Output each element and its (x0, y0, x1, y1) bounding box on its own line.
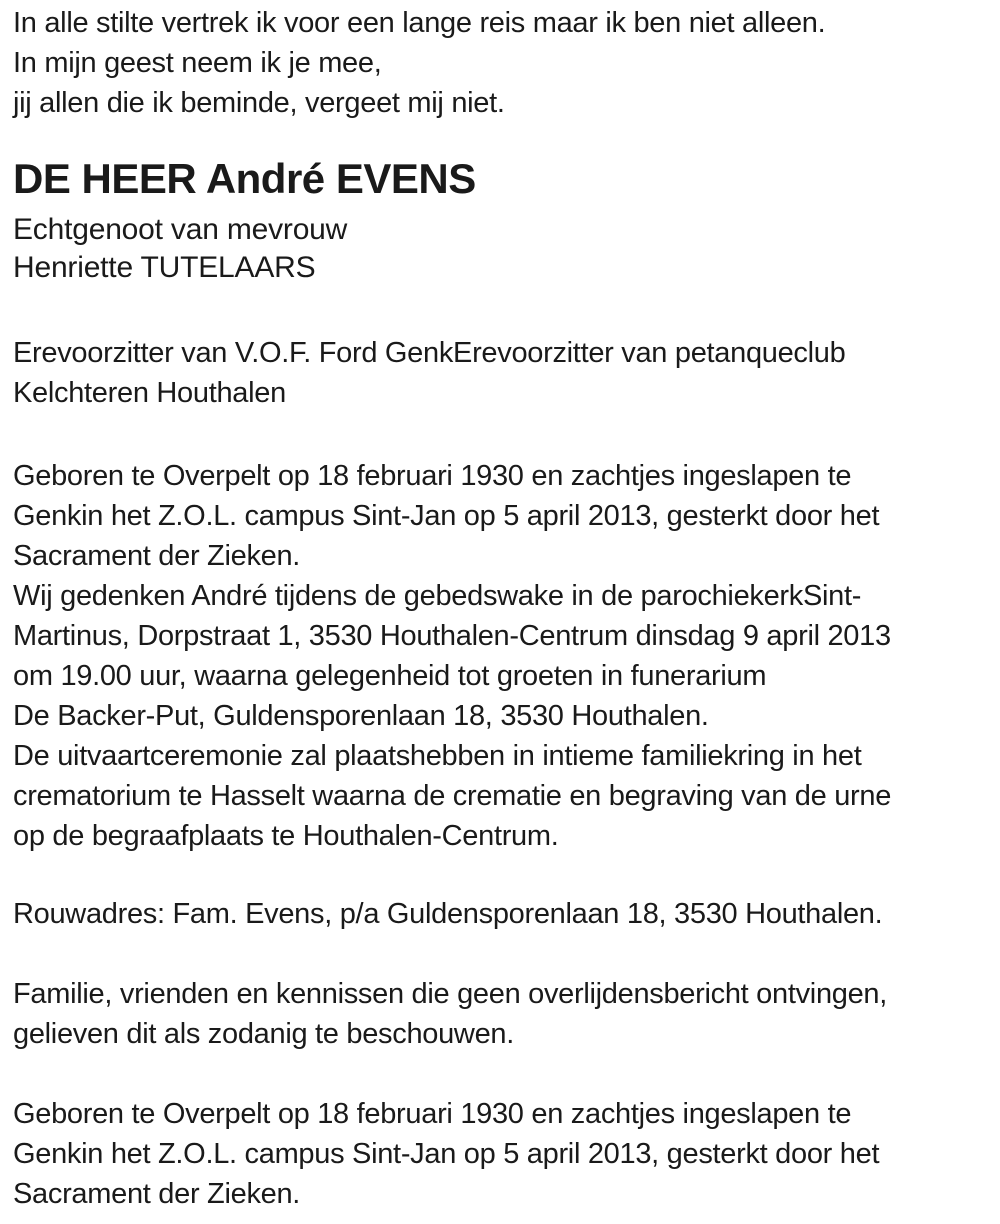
text-line: Wij gedenken André tijdens de gebedswake in de parochiekerkSint- (13, 580, 862, 612)
honorary-titles (13, 333, 1000, 413)
birth-death-notice-repeat (13, 1094, 1000, 1214)
relation-line: Echtgenoot van mevrouw (13, 213, 348, 246)
text-line: op de begraafplaats te Houthalen-Centrum. (13, 820, 559, 852)
text-line: Rouwadres: Fam. Evens, p/a Guldensporenlaan 18, 3530 Houthalen. (13, 898, 883, 930)
text-line: Martinus, Dorpstraat 1, 3530 Houthalen-Centrum dinsdag 9 april 2013 (13, 620, 891, 652)
text-line: Erevoorzitter van V.O.F. Ford GenkErevoorzitter van petanqueclub (13, 337, 846, 369)
text-line: gelieven dit als zodanig te beschouwen. (13, 1018, 514, 1050)
text-line: om 19.00 uur, waarna gelegenheid tot groeten in funerarium (13, 660, 767, 692)
text-line: jij allen die ik beminde, vergeet mij niet. (13, 87, 505, 119)
text-line: Sacrament der Zieken. (13, 1178, 301, 1210)
spouse-section (13, 211, 1000, 287)
spouse-name: Henriette TUTELAARS (13, 251, 316, 284)
text-line: Sacrament der Zieken. (13, 540, 301, 572)
text-line: In alle stilte vertrek ik voor een lange reis maar ik ben niet alleen. (13, 7, 826, 39)
funeral-announcement (13, 456, 1000, 856)
text-line: crematorium te Hasselt waarna de crematie en begraving van de urne (13, 780, 892, 812)
deceased-name-heading: DE HEER André EVENS (13, 155, 476, 202)
text-line: Geboren te Overpelt op 18 februari 1930 en zachtjes ingeslapen te (13, 460, 852, 492)
text-line: In mijn geest neem ik je mee, (13, 47, 382, 79)
notification-notice (13, 974, 1000, 1054)
text-line: Genkin het Z.O.L. campus Sint-Jan op 5 april 2013, gesterkt door het (13, 500, 880, 532)
text-line: Geboren te Overpelt op 18 februari 1930 en zachtjes ingeslapen te (13, 1098, 852, 1130)
opening-verse (13, 3, 1000, 123)
text-line: Kelchteren Houthalen (13, 377, 286, 409)
text-line: Genkin het Z.O.L. campus Sint-Jan op 5 april 2013, gesterkt door het (13, 1138, 880, 1170)
mourning-address (13, 894, 1000, 934)
text-line: Familie, vrienden en kennissen die geen overlijdensbericht ontvingen, (13, 978, 888, 1010)
text-line: De uitvaartceremonie zal plaatshebben in intieme familiekring in het (13, 740, 862, 772)
text-line: De Backer-Put, Guldensporenlaan 18, 3530 Houthalen. (13, 700, 709, 732)
